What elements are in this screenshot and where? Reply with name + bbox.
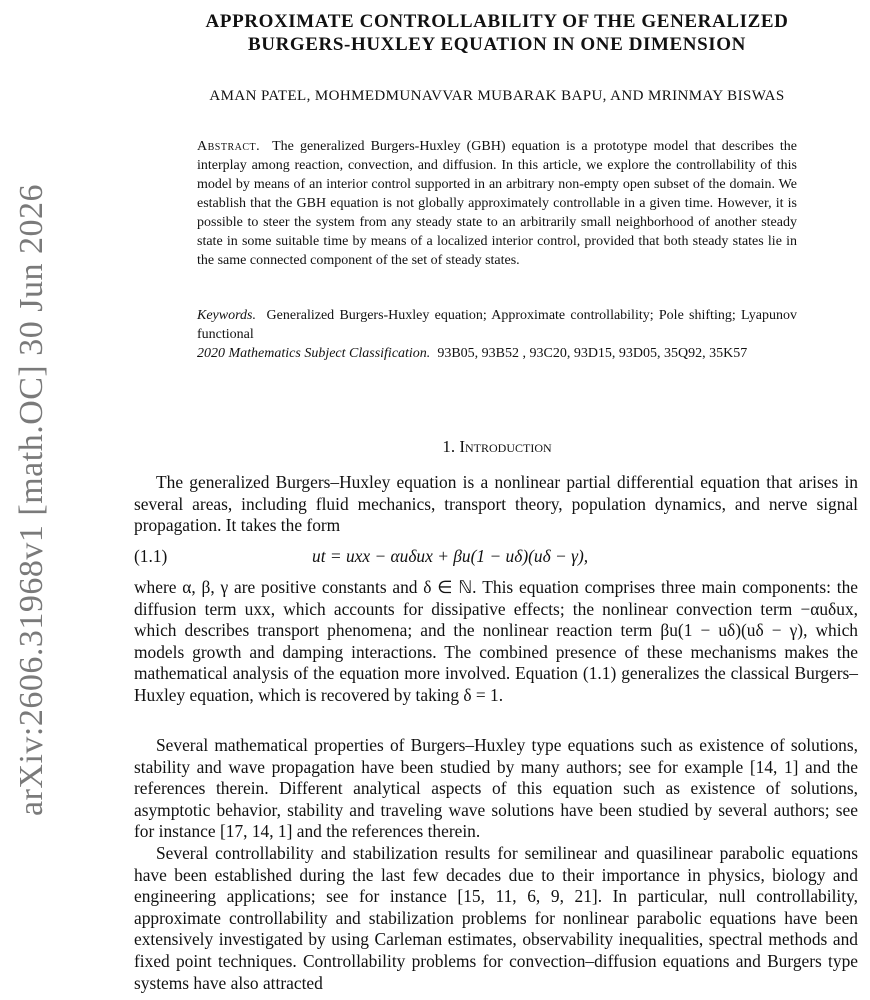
paragraph-4: Several controllability and stabilization results for semilinear and quasilinear parabolic equations have been established during the last few decades due to their importance in physics, biology and engineering applications; see for instance [15, 11, 6, 9, 21]. In particular, null controllability, approximate controllability and stabilization problems for nonlinear parabolic equations have been extensively investigated by using Carleman estimates, observability inequalities, spectral methods and fixed point techniques. Controllability problems for convection–diffusion equations and Burgers type systems have also attracted [134,843,858,993]
arxiv-stamp-text: arXiv:2606.31968v1 [math.OC] 30 Jun 2026 [13,184,51,816]
keywords-label: Keywords. [197,308,256,323]
section-title: Introduction [459,437,552,456]
author-list: AMAN PATEL, MOHMEDMUNAVVAR MUBARAK BAPU, AND MRINMAY BISWAS [209,88,785,104]
section-heading [130,437,864,457]
abstract-text: The generalized Burgers-Huxley (GBH) equation is a prototype model that describes the interplay among reaction, convection, and diffusion. In this article, we explore the controllability of this model by means of an interior control supported in an arbitrary non-empty open subset of the domain. We establish that the GBH equation is not globally approximately controllable in a given time. However, it is possible to steer the system from any steady state to an arbitrarily small neighborhood of another steady state in some suitable time by means of a localized interior control, provided that both steady states lie in the same connected component of the set of steady states. [197,139,797,268]
section-number: 1. [442,437,456,456]
msc-text: 93B05, 93B52 , 93C20, 93D15, 93D05, 35Q92, 35K57 [437,346,748,361]
msc-label: 2020 Mathematics Subject Classification. [197,346,431,361]
paragraph-2: where α, β, γ are positive constants and δ ∈ ℕ. This equation comprises three main components: the diffusion term uxx, which accounts for dissipative effects; the nonlinear convection term −αuδux, which describes transport phenomena; and the nonlinear reaction term βu(1 − uδ)(uδ − γ), which models growth and damping interactions. The combined presence of these mechanisms makes the mathematical analysis of the equation more involved. Equation (1.1) generalizes the classical Burgers–Huxley equation, which is recovered by taking δ = 1. [134,577,858,705]
paper-title [130,10,864,56]
paragraph-1: The generalized Burgers–Huxley equation is a nonlinear partial differential equation that arises in several areas, including fluid mechanics, transport theory, population dynamics, and nerve signal propagation. It takes the form [134,472,858,536]
abstract [197,137,797,270]
msc-classification [197,344,797,363]
keywords [197,306,797,344]
equation-number: (1.1) [134,546,168,566]
paragraph-3: Several mathematical properties of Burgers–Huxley type equations such as existence of solutions, stability and wave propagation have been studied by many authors; see for example [14, 1] and the references therein. Different analytical aspects of this equation such as existence of solutions, asymptotic behavior, stability and traveling wave solutions have been studied by several authors; see for instance [17, 14, 1] and the references therein. [134,735,858,842]
equation-formula: ut = uxx − αuδux + βu(1 − uδ)(uδ − γ), [312,546,589,566]
arxiv-stamp [4,0,60,1000]
equation-1-1 [134,546,858,568]
title-line-1: APPROXIMATE CONTROLLABILITY OF THE GENERALIZED [205,11,789,32]
keywords-text: Generalized Burgers-Huxley equation; Approximate controllability; Pole shifting; Lyapunov functional [197,308,797,342]
title-line-2: BURGERS-HUXLEY EQUATION IN ONE DIMENSION [247,34,746,55]
abstract-label: Abstract. [197,139,261,154]
